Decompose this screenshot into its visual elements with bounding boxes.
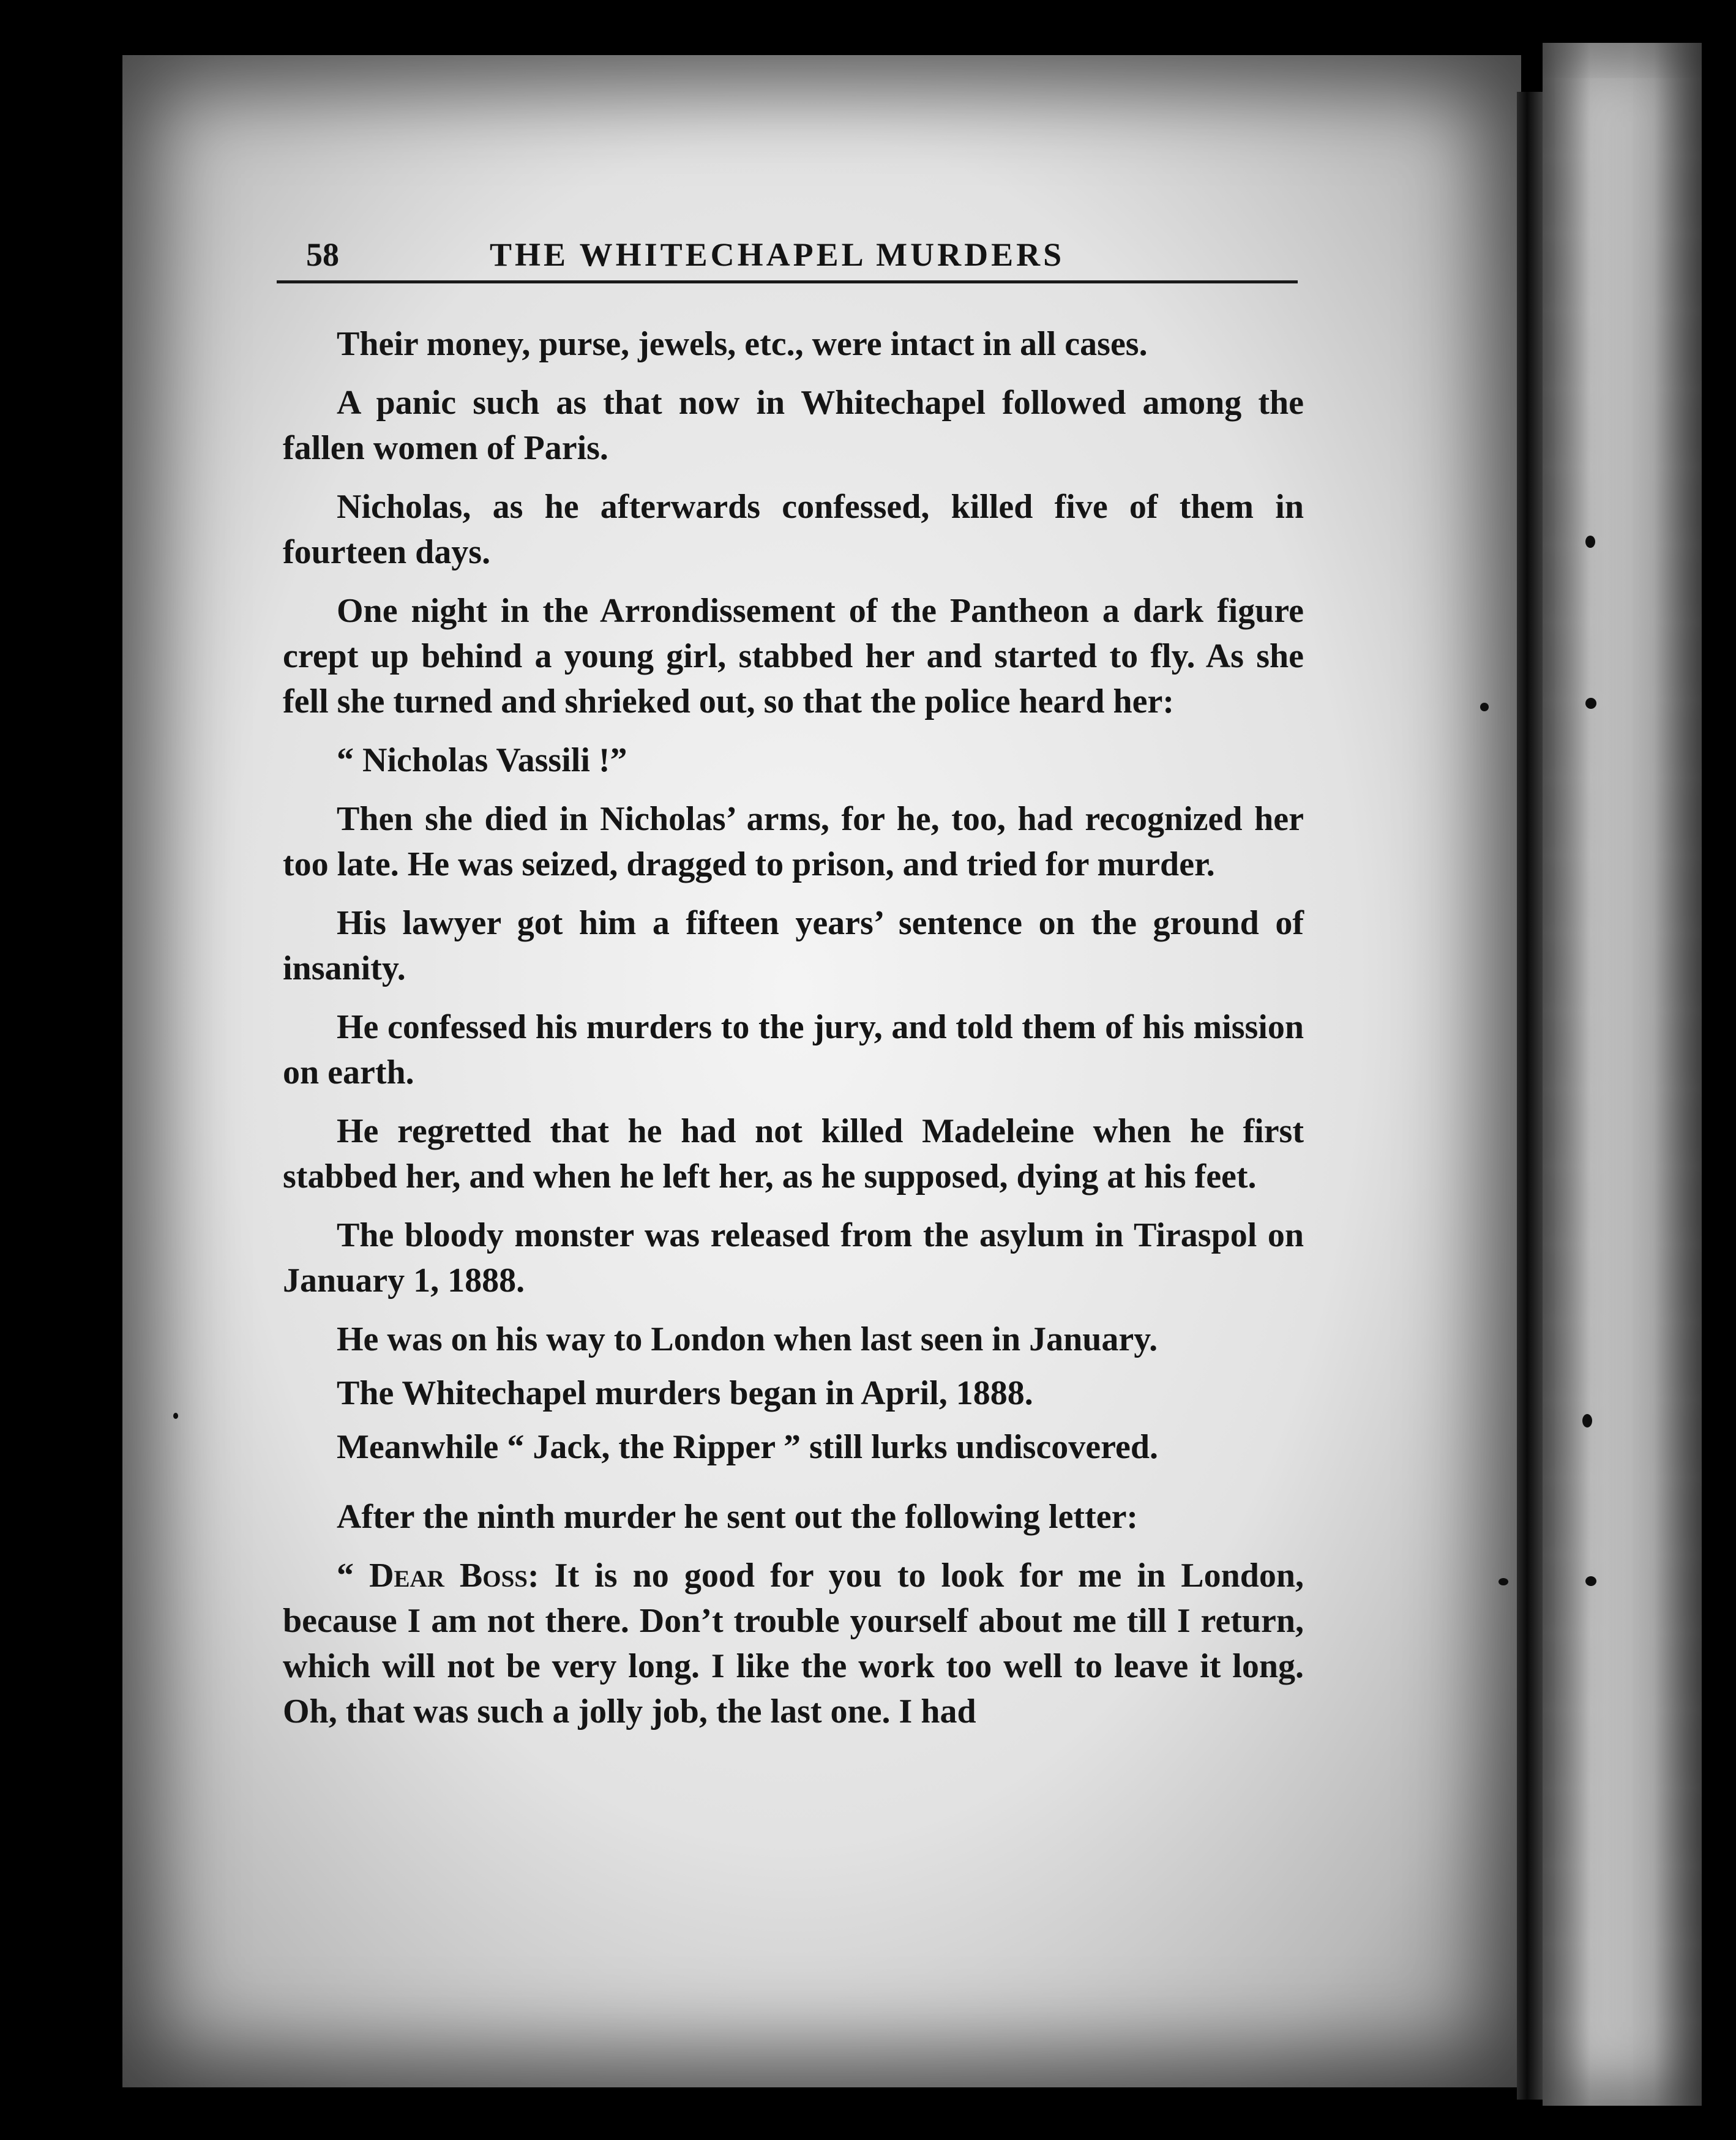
paragraph: One night in the Arrondissement of the Pantheon a dark figure crept up behind a young girl, stabbed her and started to fly. As she fell she turned and shrieked out, so that the police heard her: <box>283 592 1304 720</box>
paragraph: The Whitechapel murders began in April, 1888. <box>337 1374 1033 1412</box>
paragraph: Their money, purse, jewels, etc., were intact in all cases. <box>337 325 1148 363</box>
paragraph: After the ninth murder he sent out the following letter: <box>337 1498 1139 1536</box>
ink-speck <box>1480 703 1489 711</box>
ink-speck <box>1585 698 1596 709</box>
letter-salutation: Dear Boss: <box>369 1557 539 1595</box>
paragraph: The bloody monster was released from the asylum in Tiraspol on January 1, 1888. <box>283 1216 1304 1300</box>
page-number: 58 <box>306 236 339 273</box>
ink-speck <box>173 1413 178 1419</box>
paragraph: “ Nicholas Vassili !” <box>337 741 627 779</box>
paragraph: He regretted that he had not killed Madeleine when he first stabbed her, and when he left her, as he supposed, dying at his feet. <box>283 1112 1304 1195</box>
page-header <box>306 236 1298 285</box>
ink-speck <box>1585 536 1595 548</box>
page-gutter <box>1517 92 1543 2100</box>
paragraph: A panic such as that now in Whitechapel followed among the fallen women of Paris. <box>283 384 1304 467</box>
ink-speck <box>1585 1576 1596 1586</box>
letter-text: It is no good for you to look for me in London, because I am not there. Don’t trouble yourself about me till I return, which will not be very long. I like the work too well to leave it long. Oh, that was such a jolly job, the last one. I had <box>283 1557 1304 1730</box>
letter-paragraph <box>283 1553 1304 1734</box>
ink-speck <box>1582 1414 1592 1427</box>
paragraph: His lawyer got him a fifteen years’ sentence on the ground of insanity. <box>283 904 1304 987</box>
facing-page-edge <box>1543 43 1702 2106</box>
paragraph: Then she died in Nicholas’ arms, for he, too, had recognized her too late. He was seized, dragged to prison, and tried for murder. <box>283 800 1304 883</box>
running-title: THE WHITECHAPEL MURDERS <box>490 236 1065 273</box>
paragraph: He was on his way to London when last seen in January. <box>337 1320 1158 1358</box>
body-text <box>283 321 1304 1748</box>
paragraph: Meanwhile “ Jack, the Ripper ” still lurks undiscovered. <box>337 1428 1159 1466</box>
ink-speck <box>1498 1578 1508 1585</box>
letter-open-quote: “ <box>337 1557 370 1595</box>
paragraph: Nicholas, as he afterwards confessed, killed five of them in fourteen days. <box>283 488 1304 571</box>
header-rule <box>277 280 1298 283</box>
paragraph: He confessed his murders to the jury, and told them of his mission on earth. <box>283 1008 1304 1091</box>
